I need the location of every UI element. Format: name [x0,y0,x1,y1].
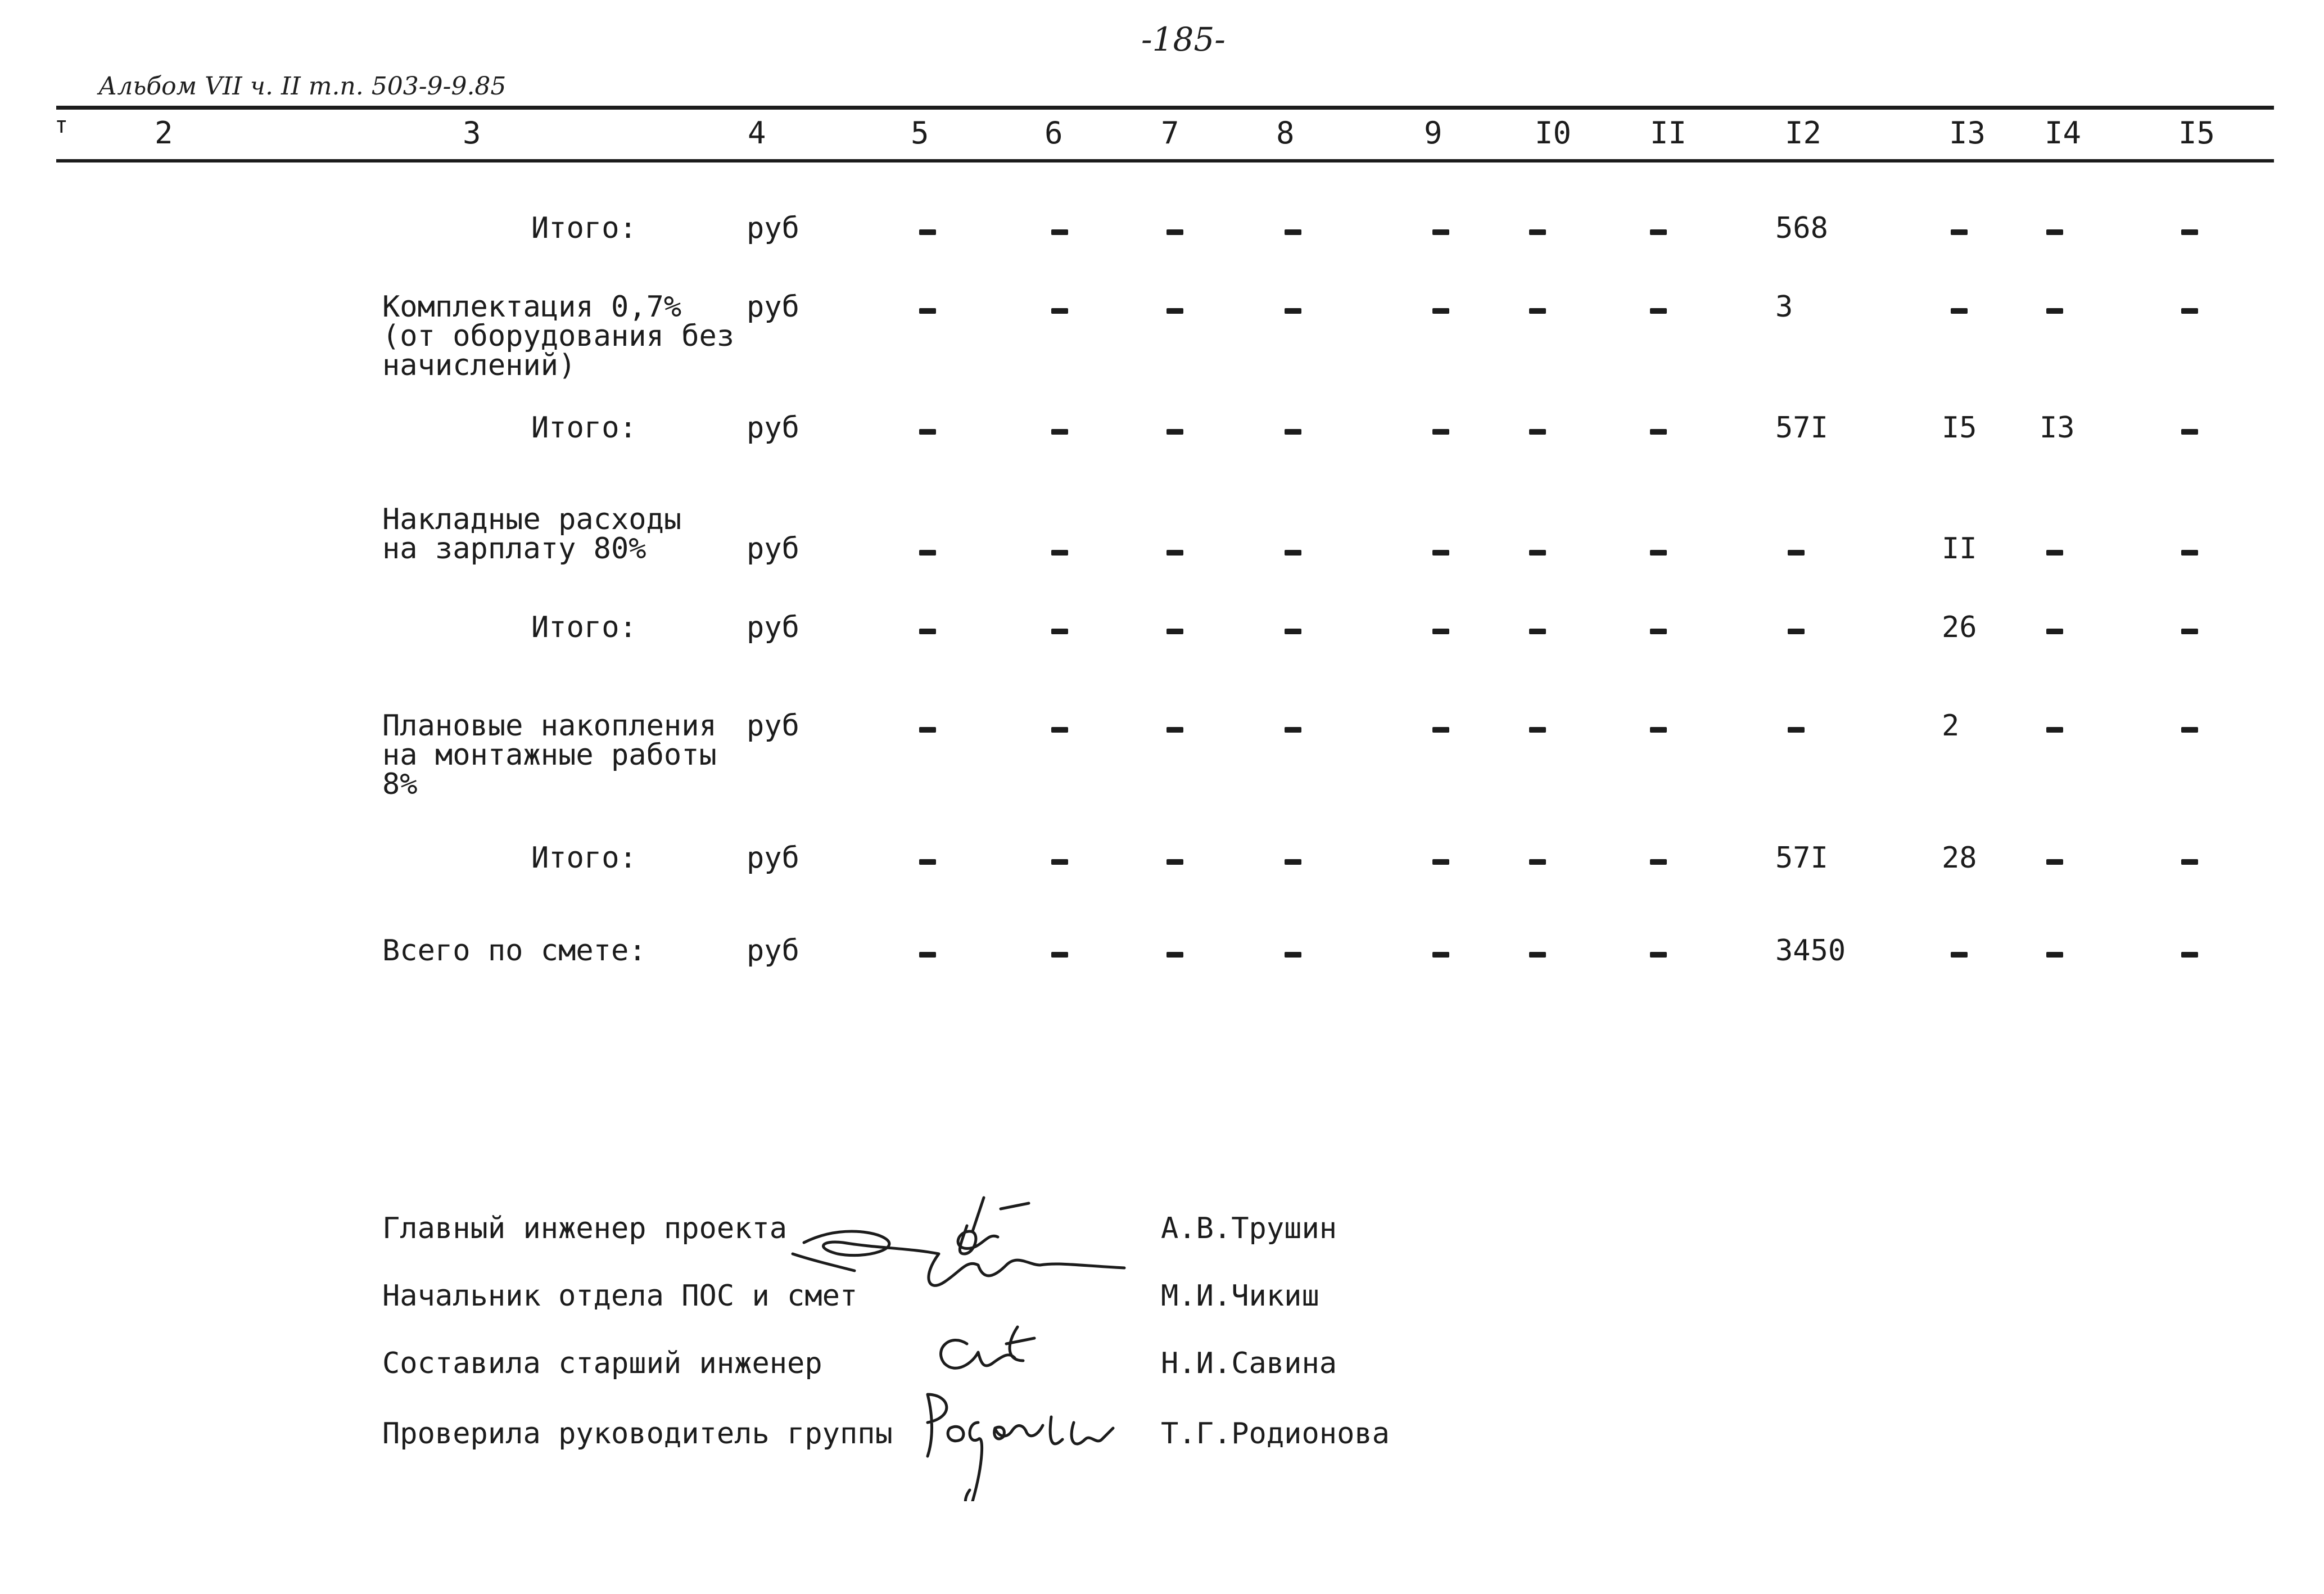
column-number-13: I3 [1949,115,1986,151]
empty-cell-dash [1285,550,1301,556]
row-unit: руб [747,611,799,644]
empty-cell-dash [1166,727,1183,733]
signatory-name: Т.Г.Родионова [1161,1417,1390,1451]
empty-cell-dash [1432,629,1449,634]
empty-cell-dash [1051,952,1068,958]
empty-cell-dash [919,229,936,235]
row-total-label: Итого: [531,611,637,644]
empty-cell-dash [2181,727,2198,733]
empty-cell-dash [1051,308,1068,314]
empty-cell-dash [1650,859,1667,865]
column-number-12: I2 [1785,115,1822,151]
empty-cell-dash [2181,859,2198,865]
empty-cell-dash [1285,859,1301,865]
empty-cell-dash [1788,550,1805,556]
signatory-role: Главный инженер проекта [382,1212,788,1245]
empty-cell-dash [1285,429,1301,435]
row-value-col13: 26 [1942,611,1977,644]
empty-cell-dash [919,629,936,634]
empty-cell-dash [1166,308,1183,314]
empty-cell-dash [1529,952,1546,958]
empty-cell-dash [1529,429,1546,435]
column-number-5: 5 [911,115,929,151]
column-number-15: I5 [2178,115,2216,151]
page-number: -185- [1141,20,1226,58]
row-unit: руб [747,290,799,324]
table-top-rule [56,106,2274,110]
empty-cell-dash [1051,229,1068,235]
empty-cell-dash [1051,429,1068,435]
album-reference: Альбом VII ч. II т.п. 503-9-9.85 [98,72,507,101]
empty-cell-dash [1166,952,1183,958]
row-value-col13: 2 [1942,709,1960,743]
empty-cell-dash [1285,952,1301,958]
empty-cell-dash [1432,952,1449,958]
empty-cell-dash [2181,229,2198,235]
empty-cell-dash [1285,308,1301,314]
row-unit: руб [747,934,799,968]
empty-cell-dash [1650,550,1667,556]
empty-cell-dash [1529,550,1546,556]
empty-cell-dash [2181,952,2198,958]
row-unit: руб [747,841,799,875]
empty-cell-dash [1432,550,1449,556]
empty-cell-dash [1529,629,1546,634]
empty-cell-dash [1650,308,1667,314]
empty-cell-dash [2181,308,2198,314]
empty-cell-dash [1432,229,1449,235]
empty-cell-dash [2046,629,2063,634]
empty-cell-dash [1051,550,1068,556]
row-value-col12: 57I [1775,841,1828,875]
signatory-name: М.И.Чикиш [1161,1279,1319,1313]
column-number-10: I0 [1535,115,1572,151]
empty-cell-dash [1432,859,1449,865]
empty-cell-dash [2046,952,2063,958]
empty-cell-dash [1650,727,1667,733]
empty-cell-dash [1951,308,1968,314]
empty-cell-dash [1166,859,1183,865]
empty-cell-dash [1432,429,1449,435]
signatory-name: Н.И.Савина [1161,1347,1337,1380]
row-value-col13: 28 [1942,841,1977,875]
empty-cell-dash [919,429,936,435]
row-value-col12: 568 [1775,211,1828,245]
empty-cell-dash [2046,727,2063,733]
row-value-col12: 3450 [1775,934,1846,968]
row-total-label: Итого: [531,211,637,245]
empty-cell-dash [919,952,936,958]
row-value-col13: I5 [1942,411,1977,445]
empty-cell-dash [1650,229,1667,235]
empty-cell-dash [919,859,936,865]
empty-cell-dash [1529,308,1546,314]
signatory-role: Проверила руководитель группы [382,1417,893,1451]
empty-cell-dash [1051,727,1068,733]
row-value-col14: I3 [2040,411,2075,445]
signatory-role: Составила старший инженер [382,1347,822,1380]
signatory-name: А.В.Трушин [1161,1212,1337,1245]
column-number-8: 8 [1276,115,1295,151]
empty-cell-dash [1529,229,1546,235]
empty-cell-dash [2046,229,2063,235]
empty-cell-dash [1166,550,1183,556]
empty-cell-dash [2046,859,2063,865]
empty-cell-dash [1951,229,1968,235]
column-number-7: 7 [1161,115,1179,151]
empty-cell-dash [1285,229,1301,235]
column-number-9: 9 [1424,115,1443,151]
empty-cell-dash [1788,727,1805,733]
empty-cell-dash [2046,550,2063,556]
empty-cell-dash [2181,629,2198,634]
row-description: Всего по смете: [382,934,646,968]
column-number-2: 2 [155,115,173,151]
empty-cell-dash [2181,550,2198,556]
row-total-label: Итого: [531,411,637,445]
handwritten-signatures [781,1175,1175,1501]
empty-cell-dash [1650,629,1667,634]
column-number-1: т [55,112,69,138]
empty-cell-dash [1432,308,1449,314]
signatory-role: Начальник отдела ПОС и смет [382,1279,858,1313]
empty-cell-dash [1166,229,1183,235]
row-value-col13: II [1942,532,1977,566]
empty-cell-dash [1951,952,1968,958]
empty-cell-dash [2181,429,2198,435]
column-number-3: 3 [463,115,481,151]
empty-cell-dash [1051,859,1068,865]
column-number-14: I4 [2045,115,2082,151]
column-number-11: II [1650,115,1687,151]
row-total-label: Итого: [531,841,637,875]
column-number-4: 4 [748,115,766,151]
empty-cell-dash [1432,727,1449,733]
empty-cell-dash [1051,629,1068,634]
row-unit: руб [747,211,799,245]
empty-cell-dash [1650,952,1667,958]
empty-cell-dash [919,308,936,314]
empty-cell-dash [1166,629,1183,634]
empty-cell-dash [1166,429,1183,435]
row-value-col12: 57I [1775,411,1828,445]
empty-cell-dash [1529,859,1546,865]
empty-cell-dash [1285,727,1301,733]
row-unit: руб [747,411,799,445]
row-unit: руб [747,709,799,743]
row-unit: руб [747,532,799,566]
table-header-rule [56,159,2274,162]
empty-cell-dash [1788,629,1805,634]
empty-cell-dash [1285,629,1301,634]
column-number-6: 6 [1045,115,1063,151]
row-description: Плановые накопления на монтажные работы 8% [382,709,717,801]
empty-cell-dash [1650,429,1667,435]
empty-cell-dash [2046,308,2063,314]
row-description: Накладные расходы на зарплату 80% [382,503,682,566]
row-description: Комплектация 0,7% (от оборудования без начислений) [382,290,735,382]
empty-cell-dash [919,727,936,733]
empty-cell-dash [1529,727,1546,733]
empty-cell-dash [919,550,936,556]
row-value-col12: 3 [1775,290,1793,324]
